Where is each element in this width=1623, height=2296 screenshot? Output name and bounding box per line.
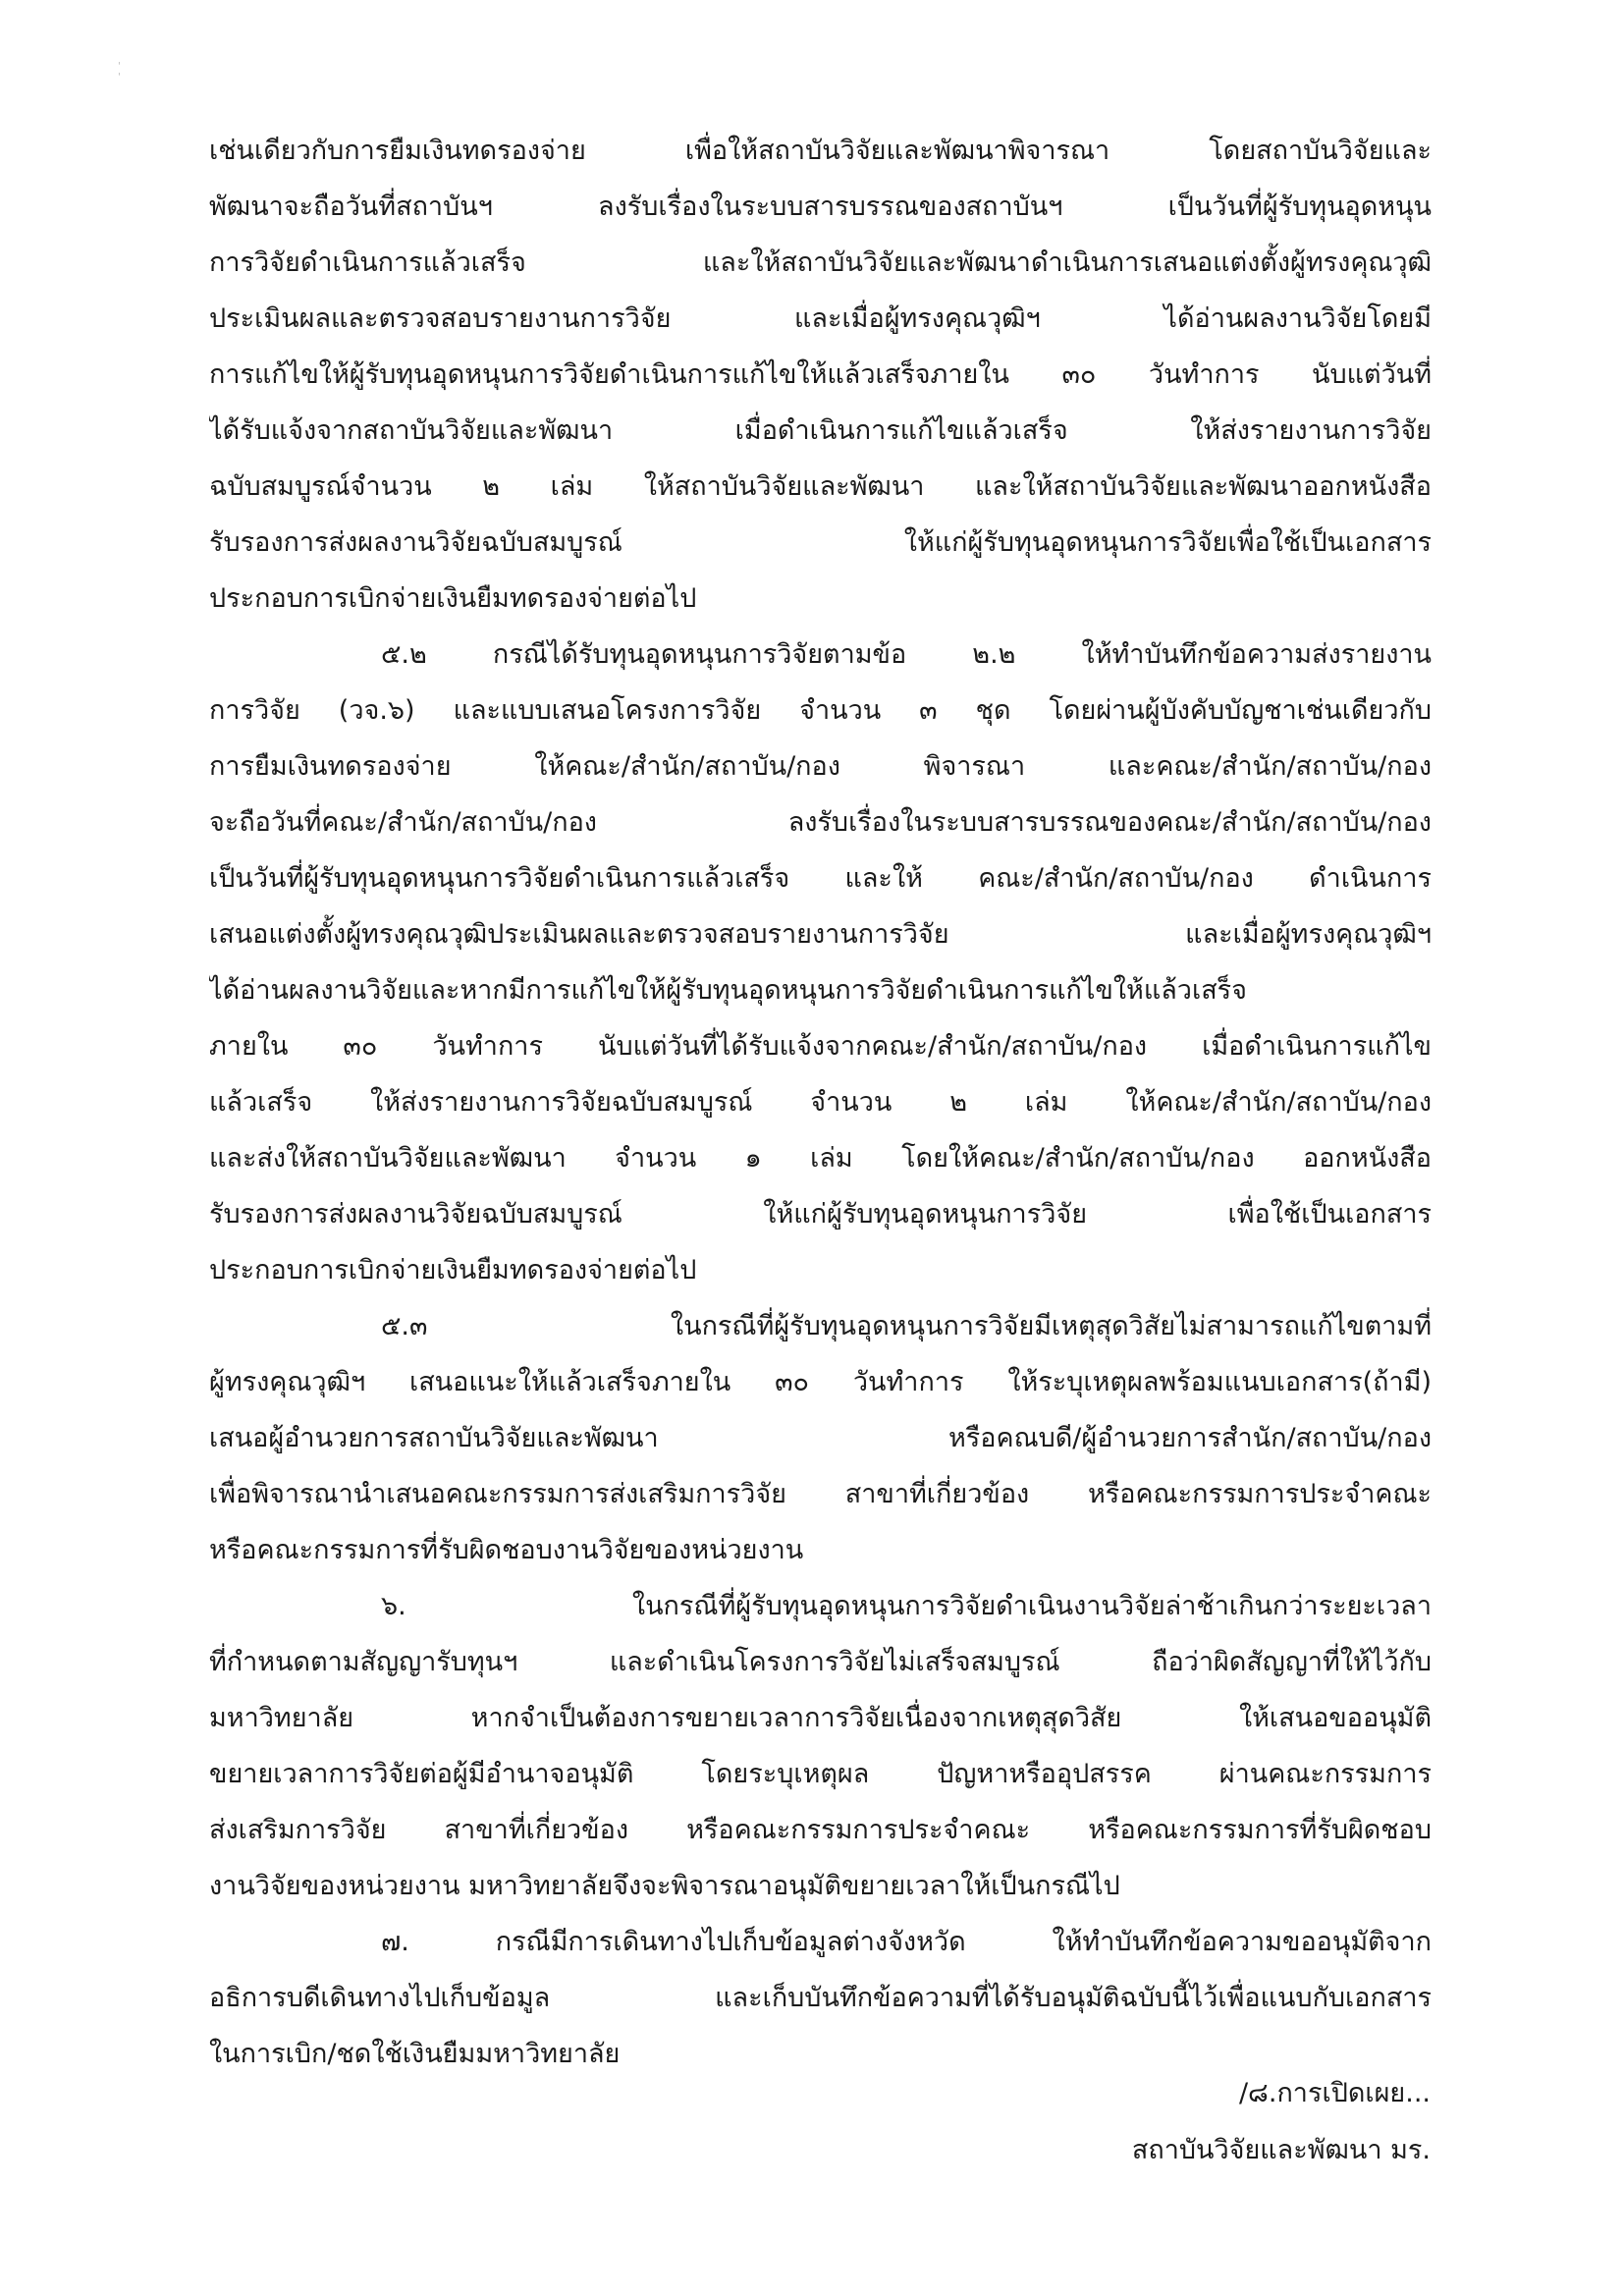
- text-line: งานวิจัยของหน่วยงาน มหาวิทยาลัยจึงจะพิจารณาอนุมัติขยายเวลาให้เป็นกรณีไป: [209, 1871, 1120, 1901]
- text-line: ผู้ทรงคุณวุฒิฯ เสนอแนะให้แล้วเสร็จภายใน ๓๐ วันทำการ ให้ระบุเหตุผลพร้อมแนบเอกสาร(ถ้ามี): [209, 1367, 1432, 1397]
- text-line: ๕.๒ กรณีได้รับทุนอุดหนุนการวิจัยตามข้อ ๒.๒ ให้ทำบันทึกข้อความส่งรายงาน: [381, 639, 1432, 670]
- document-body: [209, 123, 1432, 2082]
- text-line: ได้อ่านผลงานวิจัยและหากมีการแก้ไขให้ผู้รับทุนอุดหนุนการวิจัยดำเนินการแก้ไขให้แล้วเสร็จ: [209, 975, 1247, 1006]
- text-line: และส่งให้สถาบันวิจัยและพัฒนา จำนวน ๑ เล่ม โดยให้คณะ/สำนัก/สถาบัน/กอง ออกหนังสือ: [209, 1143, 1432, 1174]
- text-line: พัฒนาจะถือวันที่สถาบันฯ ลงรับเรื่องในระบบสารบรรณของสถาบันฯ เป็นวันที่ผู้รับทุนอุดหนุน: [209, 191, 1432, 222]
- text-line: ในการเบิก/ชดใช้เงินยืมมหาวิทยาลัย: [209, 2039, 621, 2069]
- text-line: ฉบับสมบูรณ์จำนวน ๒ เล่ม ให้สถาบันวิจัยและพัฒนา และให้สถาบันวิจัยและพัฒนาออกหนังสือ: [209, 471, 1432, 502]
- text-line: ๕.๓ ในกรณีที่ผู้รับทุนอุดหนุนการวิจัยมีเหตุสุดวิสัยไม่สามารถแก้ไขตามที่: [381, 1311, 1432, 1341]
- text-line: มหาวิทยาลัย หากจำเป็นต้องการขยายเวลาการวิจัยเนื่องจากเหตุสุดวิสัย ให้เสนอขออนุมัติ: [209, 1703, 1432, 1733]
- paragraph: [209, 1914, 1432, 2082]
- paragraph: [209, 1298, 1432, 1578]
- text-line: ขยายเวลาการวิจัยต่อผู้มีอำนาจอนุมัติ โดยระบุเหตุผล ปัญหาหรืออุปสรรค ผ่านคณะกรรมการ: [209, 1759, 1432, 1789]
- text-line: เพื่อพิจารณานำเสนอคณะกรรมการส่งเสริมการวิจัย สาขาที่เกี่ยวข้อง หรือคณะกรรมการประจำคณะ: [209, 1479, 1432, 1509]
- text-line: การแก้ไขให้ผู้รับทุนอุดหนุนการวิจัยดำเนินการแก้ไขให้แล้วเสร็จภายใน ๓๐ วันทำการ นับแต่วันที่: [209, 359, 1432, 390]
- text-line: หรือคณะกรรมการที่รับผิดชอบงานวิจัยของหน่วยงาน: [209, 1535, 804, 1565]
- text-line: อธิการบดีเดินทางไปเก็บข้อมูล และเก็บบันทึกข้อความที่ได้รับอนุมัติฉบับนี้ไว้เพื่อแนบกับเอกสาร: [209, 1983, 1432, 2013]
- text-line: แล้วเสร็จ ให้ส่งรายงานการวิจัยฉบับสมบูรณ์ จำนวน ๒ เล่ม ให้คณะ/สำนัก/สถาบัน/กอง: [209, 1087, 1432, 1118]
- text-line: การยืมเงินทดรองจ่าย ให้คณะ/สำนัก/สถาบัน/กอง พิจารณา และคณะ/สำนัก/สถาบัน/กอง: [209, 751, 1432, 782]
- paragraph: [209, 123, 1432, 627]
- text-line: รับรองการส่งผลงานวิจัยฉบับสมบูรณ์ ให้แก่ผู้รับทุนอุดหนุนการวิจัยเพื่อใช้เป็นเอกสาร: [209, 527, 1432, 558]
- text-line: ประเมินผลและตรวจสอบรายงานการวิจัย และเมื่อผู้ทรงคุณวุฒิฯ ได้อ่านผลงานวิจัยโดยมี: [209, 303, 1432, 334]
- text-line: เป็นวันที่ผู้รับทุนอุดหนุนการวิจัยดำเนินการแล้วเสร็จ และให้ คณะ/สำนัก/สถาบัน/กอง ดำเนินการ: [209, 863, 1432, 894]
- text-line: ๗. กรณีมีการเดินทางไปเก็บข้อมูลต่างจังหวัด ให้ทำบันทึกข้อความขออนุมัติจาก: [381, 1927, 1432, 1957]
- text-line: ได้รับแจ้งจากสถาบันวิจัยและพัฒนา เมื่อดำเนินการแก้ไขแล้วเสร็จ ให้ส่งรายงานการวิจัย: [209, 415, 1432, 446]
- issuing-office: สถาบันวิจัยและพัฒนา มร.: [1131, 2135, 1431, 2165]
- text-line: ๖. ในกรณีที่ผู้รับทุนอุดหนุนการวิจัยดำเนินงานวิจัยล่าช้าเกินกว่าระยะเวลา: [381, 1591, 1432, 1621]
- page-footer: [841, 2065, 1431, 2179]
- text-line: ประกอบการเบิกจ่ายเงินยืมทดรองจ่ายต่อไป: [209, 583, 697, 614]
- text-line: ส่งเสริมการวิจัย สาขาที่เกี่ยวข้อง หรือคณะกรรมการประจำคณะ หรือคณะกรรมการที่รับผิดชอบ: [209, 1815, 1432, 1845]
- text-line: เสนอผู้อำนวยการสถาบันวิจัยและพัฒนา หรือคณบดี/ผู้อำนวยการสำนัก/สถาบัน/กอง: [209, 1423, 1432, 1453]
- text-line: จะถือวันที่คณะ/สำนัก/สถาบัน/กอง ลงรับเรื่องในระบบสารบรรณของคณะ/สำนัก/สถาบัน/กอง: [209, 807, 1432, 838]
- text-line: ประกอบการเบิกจ่ายเงินยืมทดรองจ่ายต่อไป: [209, 1255, 697, 1285]
- text-line: รับรองการส่งผลงานวิจัยฉบับสมบูรณ์ ให้แก่ผู้รับทุนอุดหนุนการวิจัย เพื่อใช้เป็นเอกสาร: [209, 1199, 1432, 1230]
- scan-artifact: ' ': [118, 61, 135, 82]
- continuation-note: /๘.การเปิดเผย...: [1238, 2078, 1431, 2108]
- text-line: การวิจัยดำเนินการแล้วเสร็จ และให้สถาบันวิจัยและพัฒนาดำเนินการเสนอแต่งตั้งผู้ทรงคุณวุฒิ: [209, 247, 1432, 278]
- paragraph: [209, 627, 1432, 1298]
- text-line: เช่นเดียวกับการยืมเงินทดรองจ่าย เพื่อให้สถาบันวิจัยและพัฒนาพิจารณา โดยสถาบันวิจัยและ: [209, 136, 1432, 166]
- paragraph: [209, 1578, 1432, 1914]
- text-line: ที่กำหนดตามสัญญารับทุนฯ และดำเนินโครงการวิจัยไม่เสร็จสมบูรณ์ ถือว่าผิดสัญญาที่ให้ไว้กับ: [209, 1647, 1432, 1677]
- text-line: เสนอแต่งตั้งผู้ทรงคุณวุฒิประเมินผลและตรวจสอบรายงานการวิจัย และเมื่อผู้ทรงคุณวุฒิฯ: [209, 919, 1432, 950]
- text-line: การวิจัย (วจ.๖) และแบบเสนอโครงการวิจัย จำนวน ๓ ชุด โดยผ่านผู้บังคับบัญชาเช่นเดียวกับ: [209, 695, 1432, 726]
- text-line: ภายใน ๓๐ วันทำการ นับแต่วันที่ได้รับแจ้งจากคณะ/สำนัก/สถาบัน/กอง เมื่อดำเนินการแก้ไข: [209, 1031, 1432, 1062]
